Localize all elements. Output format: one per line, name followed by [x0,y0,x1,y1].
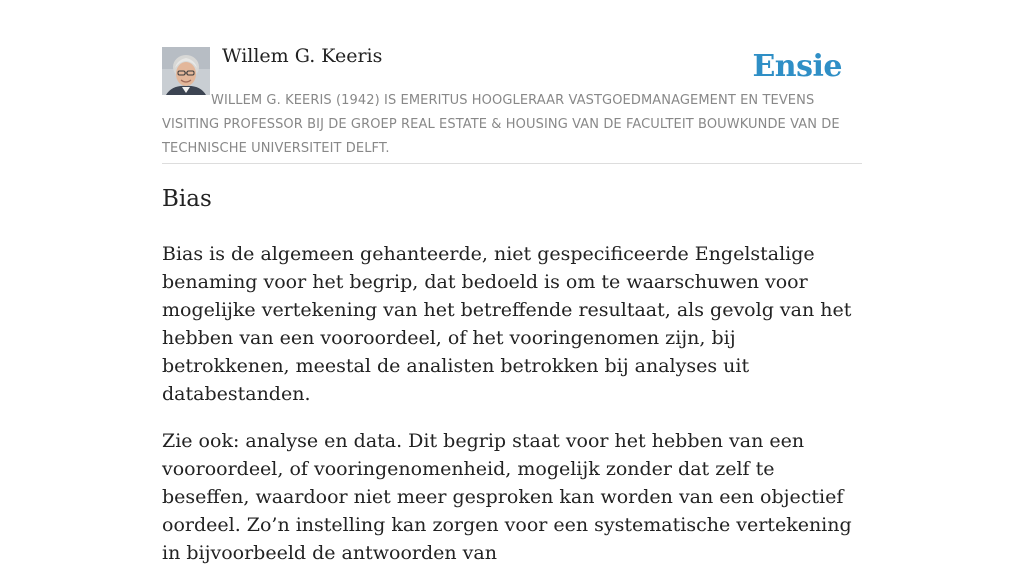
article-body [162,240,862,586]
author-avatar[interactable] [162,47,210,95]
article-paragraph: Zie ook: analyse en data. Dit begrip staat voor het hebben van een vooroordeel, of vooringenomenheid, mogelijk zonder dat zelf te beseffen, waardoor niet meer gesproken kan worden van een objectief oordeel. Zo’n instelling kan zorgen voor een systematische vertekening in bijvoorbeeld de antwoorden van [162,430,852,564]
article-title: Bias [162,186,212,212]
article-paragraph: Bias is de algemeen gehanteerde, niet gespecificeerde Engelstalige benaming voor het begrip, dat bedoeld is om te waarschuwen voor mogelijke vertekening van het betreffende resultaat, als gevolg van het hebben van een vooroordeel, of het vooringenomen zijn, bij betrokkenen, meestal de analisten betrokken bij analyses uit databestanden. [162,243,852,405]
author-name[interactable]: Willem G. Keeris [222,45,383,67]
author-bio: WILLEM G. KEERIS (1942) IS EMERITUS HOOGLERAAR VASTGOEDMANAGEMENT EN TEVENS VISITING PROFESSOR BIJ DE GROEP REAL ESTATE & HOUSING VAN DE FACULTEIT BOUWKUNDE VAN DE TECHNISCHE UNIVERSITEIT DELFT. [162,93,840,156]
header-divider [162,163,862,164]
author-portrait-icon [162,47,210,95]
brand-logo[interactable]: Ensie [752,49,842,84]
